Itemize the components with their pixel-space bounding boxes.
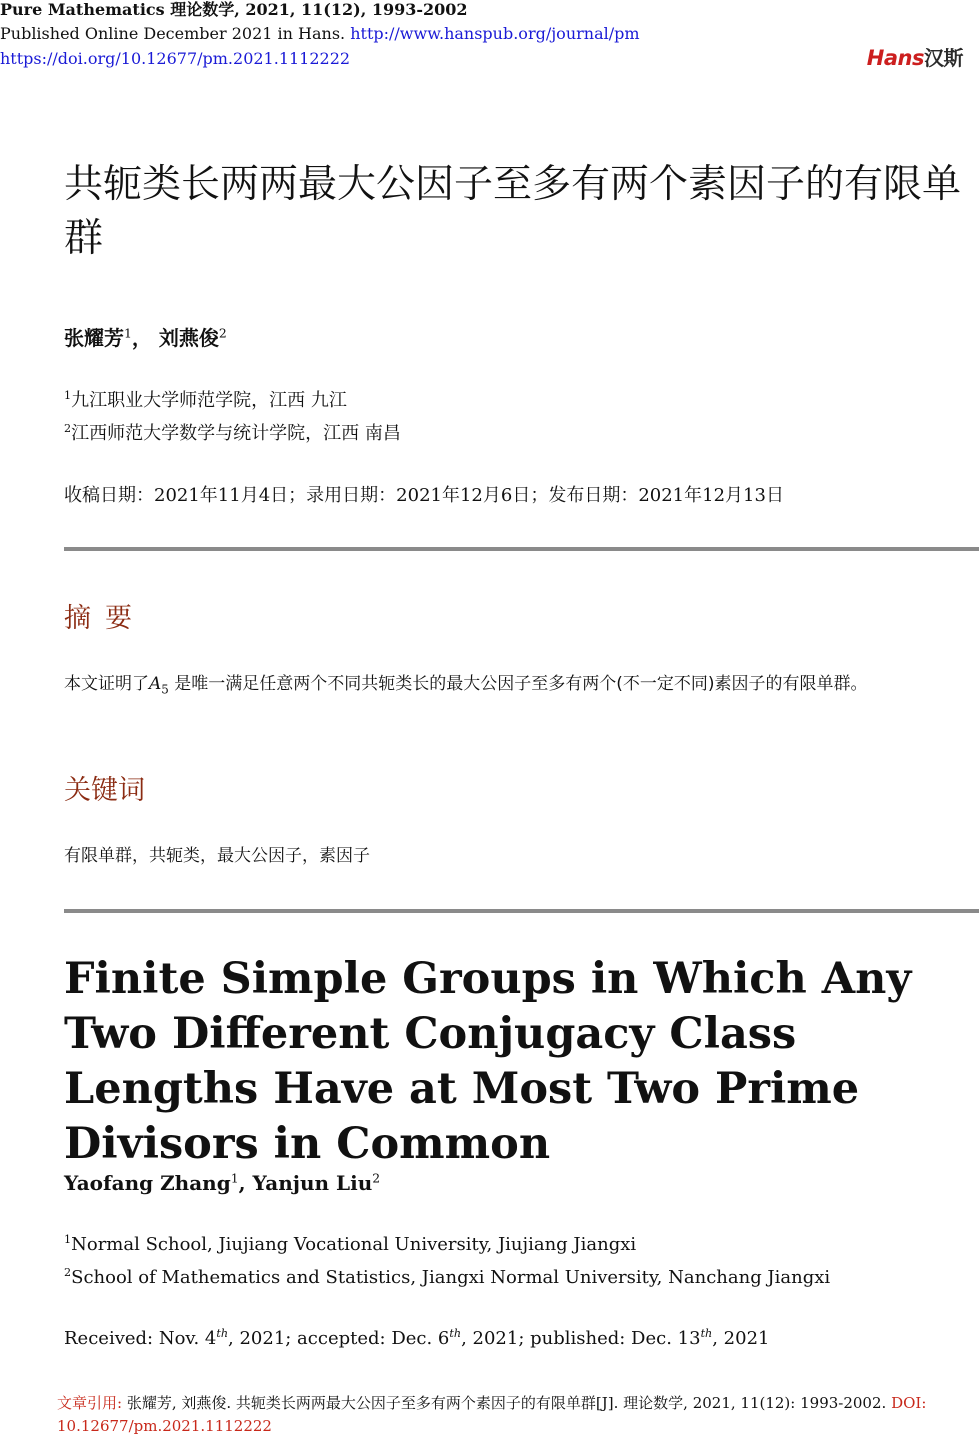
published-line [0, 24, 640, 44]
journal-link[interactable]: http://www.hanspub.org/journal/pm [350, 24, 640, 43]
ordinal-suffix: th [700, 1327, 713, 1340]
ordinal-suffix: th [449, 1327, 462, 1340]
accepted-text: , 2021; accepted: Dec. 6 [228, 1328, 450, 1349]
author-sep: , [238, 1171, 253, 1195]
published-text: , 2021; published: Dec. 13 [461, 1328, 701, 1349]
english-affiliation-2 [64, 1267, 830, 1288]
abstract-post: 是唯一满足任意两个不同共轭类长的最大公因子至多有两个(不一定不同)素因子的有限单群。 [168, 674, 868, 694]
received-text: Received: Nov. 4 [64, 1328, 217, 1349]
logo-en-text: Hans [866, 46, 924, 70]
abstract-math [149, 674, 169, 697]
english-dates [64, 1328, 770, 1349]
published-text: Published Online December 2021 in Hans. [0, 24, 346, 43]
divider [64, 547, 979, 551]
divider [64, 909, 979, 913]
author-name: 张耀芳 [64, 326, 124, 350]
author-name: Yaofang Zhang [64, 1171, 231, 1195]
author-sup: 2 [218, 325, 227, 341]
affiliation-text: 江西师范大学数学与统计学院，江西 南昌 [71, 423, 401, 444]
affiliation-sup: 2 [64, 422, 72, 435]
author-sep: ， [131, 326, 152, 350]
citation [57, 1392, 957, 1438]
logo-cn-text: 汉斯 [924, 46, 963, 70]
year-tail: , 2021 [712, 1328, 770, 1349]
author-sup: 1 [230, 1170, 239, 1186]
chinese-affiliation-1 [64, 386, 347, 412]
abstract-heading: 摘要 [64, 603, 146, 634]
english-title: Finite Simple Groups in Which Any Two Different Conjugacy Class Lengths Have at Most Two Prime Divisors in Common [64, 954, 912, 1169]
chinese-affiliation-2 [64, 419, 401, 445]
affiliation-sup: 2 [64, 1266, 72, 1279]
citation-label: 文章引用: [57, 1394, 123, 1412]
citation-doi[interactable]: DOI: 10.12677/pm.2021.1112222 [57, 1394, 927, 1435]
english-affiliation-1 [64, 1234, 636, 1255]
abstract-text [64, 669, 969, 705]
ordinal-suffix: th [216, 1327, 229, 1340]
author-name: Yanjun Liu [252, 1171, 373, 1195]
math-symbol: A [149, 674, 162, 694]
chinese-dates: 收稿日期：2021年11月4日；录用日期：2021年12月6日；发布日期：2021年12月13日 [64, 485, 784, 506]
affiliation-sup: 1 [64, 389, 72, 402]
doi-link[interactable]: https://doi.org/10.12677/pm.2021.1112222 [0, 49, 351, 68]
keywords-heading: 关键词 [64, 775, 145, 806]
journal-header: Pure Mathematics 理论数学, 2021, 11(12), 1993-2002 [0, 0, 468, 19]
chinese-title: 共轭类长两两最大公因子至多有两个素因子的有限单群 [64, 162, 962, 261]
citation-text: 张耀芳, 刘燕俊. 共轭类长两两最大公因子至多有两个素因子的有限单群[J]. 理论数学, 2021, 11(12): 1993-2002. [122, 1394, 887, 1412]
affiliation-text: School of Mathematics and Statistics, Jiangxi Normal University, Nanchang Jiangxi [71, 1267, 831, 1288]
chinese-authors [64, 322, 227, 351]
hans-logo [867, 42, 963, 71]
abstract-pre: 本文证明了 [64, 674, 149, 694]
affiliation-text: 九江职业大学师范学院，江西 九江 [71, 390, 347, 411]
affiliation-sup: 1 [64, 1233, 72, 1246]
math-subscript: 5 [161, 682, 169, 697]
english-authors [64, 1171, 380, 1195]
keywords-text: 有限单群，共轭类，最大公因子，素因子 [64, 846, 370, 866]
author-sup: 2 [372, 1170, 381, 1186]
author-name: 刘燕俊 [158, 326, 219, 350]
author-sup: 1 [124, 325, 132, 341]
affiliation-text: Normal School, Jiujiang Vocational University, Jiujiang Jiangxi [71, 1234, 637, 1255]
